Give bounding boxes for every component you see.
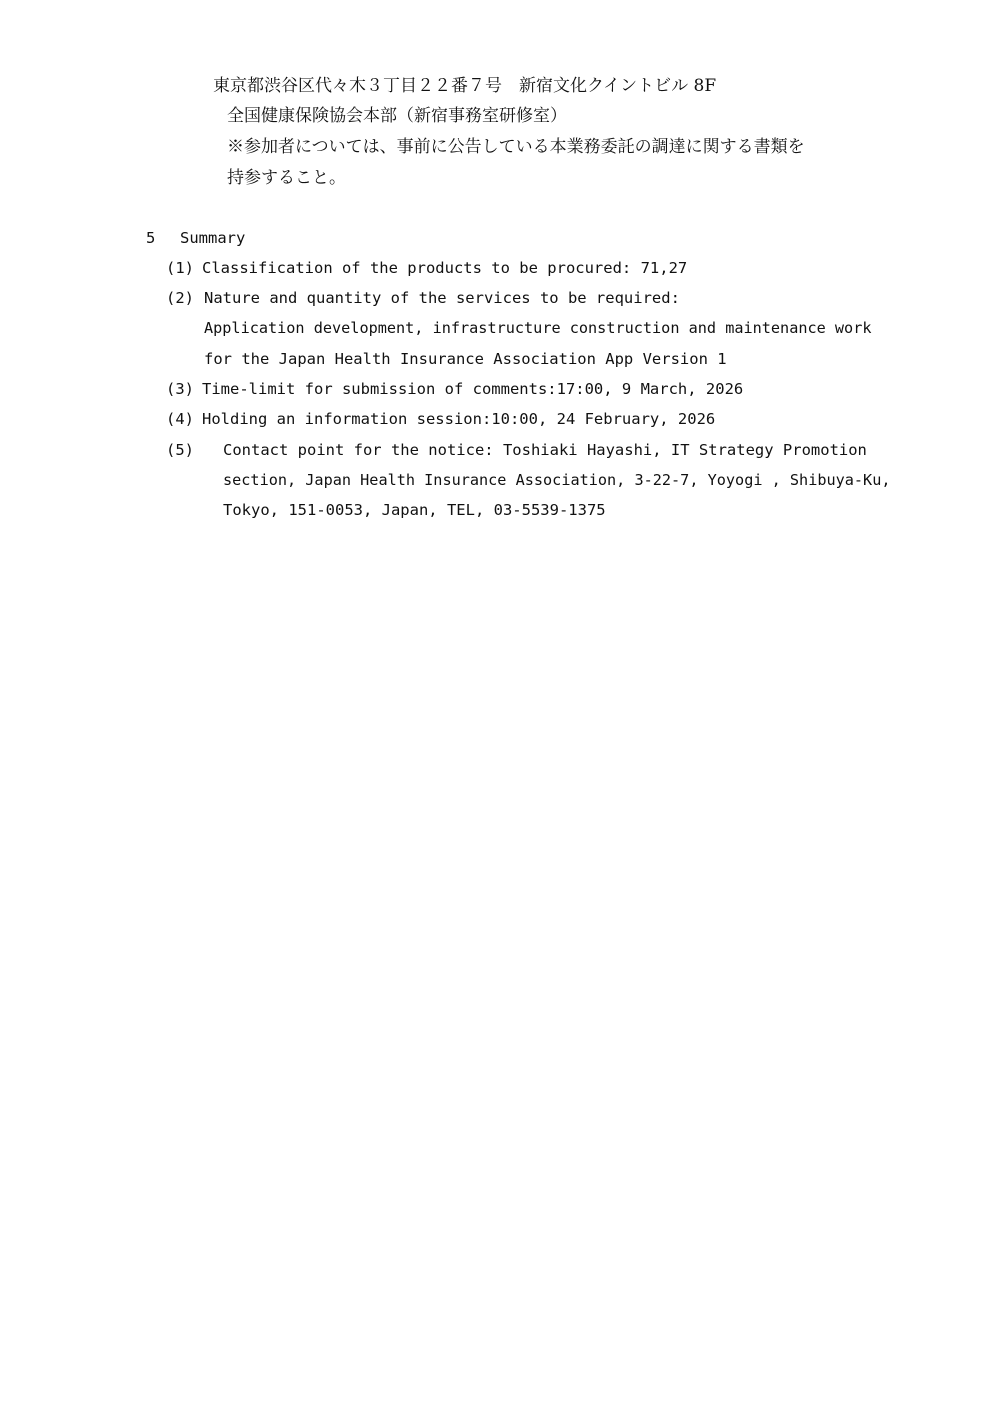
item-line: Classification of the products to be procured: 71,27 [202, 259, 688, 277]
item-line: section, Japan Health Insurance Association, 3-22-7, Yoyogi , Shibuya-Ku, [223, 471, 891, 489]
venue-organization: 全国健康保険協会本部（新宿事務室研修室） [227, 106, 567, 126]
item-line: Nature and quantity of the services to be required: [204, 289, 680, 307]
item-line: Holding an information session:10:00, 24 February, 2026 [202, 410, 716, 428]
venue-note-line-1: ※参加者については、事前に公告している本業務委託の調達に関する書類を [227, 137, 805, 157]
item-line: Tokyo, 151-0053, Japan, TEL, 03-5539-1375 [223, 501, 606, 519]
item-line: Contact point for the notice: Toshiaki Hayashi, IT Strategy Promotion [223, 441, 867, 459]
section-number: 5 [146, 229, 156, 247]
section-heading: Summary [180, 229, 246, 247]
item-line: for the Japan Health Insurance Association App Version 1 [204, 350, 727, 368]
item-number: (3) [166, 380, 194, 398]
item-number: (5) [166, 441, 194, 459]
item-line: Application development, infrastructure construction and maintenance work [204, 319, 872, 337]
venue-note-line-2: 持参すること。 [227, 168, 346, 188]
item-line: Time-limit for submission of comments:17:00, 9 March, 2026 [202, 380, 744, 398]
venue-address: 東京都渋谷区代々木３丁目２２番７号 新宿文化クイントビル 8F [213, 76, 717, 96]
item-number: (4) [166, 410, 194, 428]
item-number: (1) [166, 259, 194, 277]
item-number: (2) [166, 289, 194, 307]
